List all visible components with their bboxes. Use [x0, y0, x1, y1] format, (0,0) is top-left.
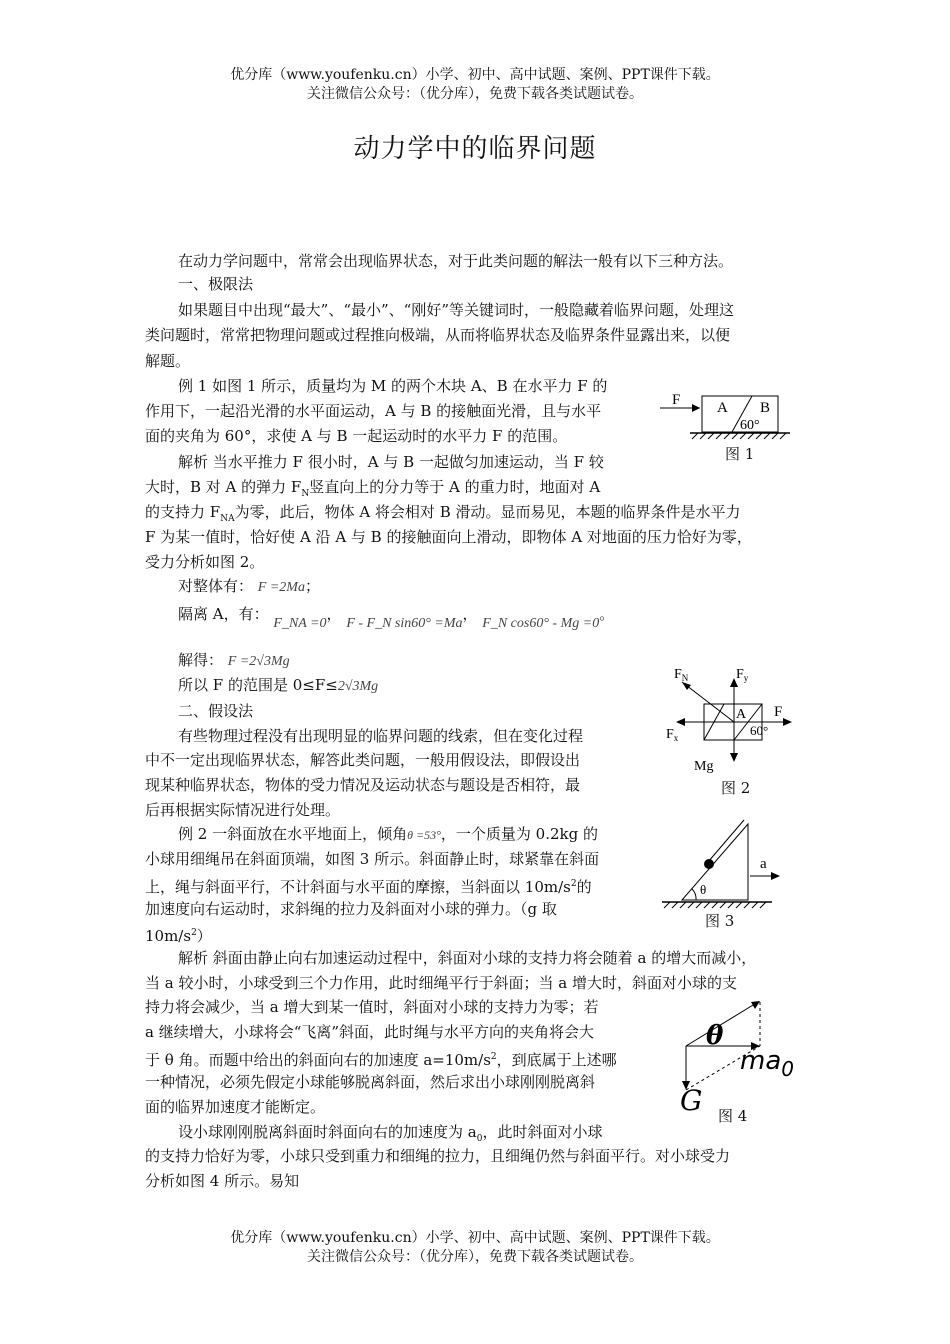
- s1-line-2: 类问题时，常常把物理问题或过程推向极端，从而将临界状态及临界条件显露出来，以便: [145, 326, 731, 344]
- set-line-2: 的支持力恰好为零，小球只受到重力和细绳的拉力，且细绳仍然与斜面平行。对小球受力: [145, 1147, 731, 1165]
- fig1-label-B: B: [760, 400, 771, 416]
- fig1-label-A: A: [717, 400, 728, 416]
- fig4-theta: θ: [706, 1021, 724, 1051]
- fig4-ma: $ma_0$: [740, 1046, 794, 1081]
- section-2-heading: 二、假设法: [178, 702, 254, 720]
- an1-line-2: 大时，B 对 A 的弹力 $F_N$竖直向上的分力等于 A 的重力时，地面对 A: [145, 478, 601, 499]
- fig3-theta: θ: [700, 882, 707, 897]
- fig2-label-Mg: Mg: [694, 759, 714, 774]
- ex2-line-5: $10m/s^2$）: [145, 927, 212, 945]
- set-line-3: 分析如图 4 所示。易知: [145, 1172, 300, 1190]
- s1-line-3: 解题。: [145, 352, 191, 370]
- ex2-line-2: 小球用细绳吊在斜面顶端，如图 3 所示。斜面静止时，球紧靠在斜面: [145, 850, 600, 868]
- an2-line-2: 当 a 较小时，小球受到三个力作用，此时细绳平行于斜面；当 a 增大时，斜面对小球的支: [145, 974, 737, 992]
- fig1-label-F: F: [672, 392, 681, 408]
- fig1-caption: 图 1: [725, 445, 755, 463]
- ex2-line-3: 上，绳与斜面平行，不计斜面与水平面的摩擦，当斜面以 $10m/s^2$的: [145, 878, 592, 896]
- s2-line-2: 中不一定出现临界状态，解答此类问题，一般用假设法，即假设出: [145, 751, 581, 769]
- header-line-2: 关注微信公众号：（优分库），免费下载各类试题试卷。: [307, 86, 643, 102]
- figure-2: [662, 664, 802, 774]
- an2-line-7: 面的临界加速度才能断定。: [145, 1098, 326, 1116]
- fig3-label-a: a: [760, 856, 767, 872]
- whole-equation: 对整体有： F =2Ma；: [178, 577, 320, 595]
- figure-4: [678, 992, 798, 1116]
- ex1-line-3: 面的夹角为 60°，求使 A 与 B 一起运动时的水平力 F 的范围。: [145, 427, 568, 445]
- an2-line-1: 解析 斜面由静止向右加速运动过程中，斜面对小球的支持力将会随着 a 的增大而减小，: [178, 949, 757, 967]
- section-1-heading: 一、极限法: [178, 275, 254, 293]
- fig2-caption: 图 2: [721, 779, 751, 797]
- ex2-line-1: 例 2 一斜面放在水平地面上，倾角θ =53°，一个质量为 0.2kg 的: [178, 825, 598, 843]
- fig2-label-Fx: $F_x$: [666, 727, 679, 743]
- range-result: 所以 F 的范围是 0≤F≤2√3Mg: [178, 676, 379, 694]
- s2-line-3: 现某种临界状态，物体的受力情况及运动状态与题设是否相符，最: [145, 776, 581, 794]
- an1-line-1: 解析 当水平推力 F 很小时，A 与 B 一起做匀加速运动，当 F 较: [178, 453, 604, 471]
- isolate-equations: 隔离 A，有： F_NA =0， F - F_N sin60° =Ma， F_N cos60° - Mg =0。: [178, 605, 615, 631]
- s2-line-4: 后再根据实际情况进行处理。: [145, 801, 341, 819]
- s1-line-1: 如果题目中出现“最大”、“最小”、“刚好”等关键词时，一般隐藏着临界问题，处理这: [178, 301, 735, 319]
- an1-line-4: F 为某一值时，恰好使 A 沿 A 与 B 的接触面向上滑动，即物体 A 对地面的压力恰好为零，: [145, 528, 752, 546]
- an2-line-6: 一种情况，必须先假定小球能够脱离斜面，然后求出小球刚刚脱离斜: [145, 1073, 596, 1091]
- ex1-line-2: 作用下，一起沿光滑的水平面运动，A 与 B 的接触面光滑，且与水平: [145, 402, 602, 420]
- fig2-label-F: F: [774, 704, 783, 720]
- header-line-1: 优分库（www.youfenku.cn）小学、初中、高中试题、案例、PPT课件下载。: [230, 67, 720, 83]
- fig4-caption: 图 4: [718, 1107, 748, 1125]
- fig2-angle: 60°: [750, 723, 769, 738]
- fig1-angle: 60°: [740, 418, 760, 433]
- fig4-G: G: [680, 1084, 703, 1116]
- fig3-caption: 图 3: [705, 912, 735, 930]
- ex1-line-1: 例 1 如图 1 所示，质量均为 M 的两个木块 A、B 在水平力 F 的: [178, 377, 608, 395]
- an2-line-4: a 继续增大，小球将会“飞离”斜面，此时绳与水平方向的夹角将会大: [145, 1023, 595, 1041]
- an2-line-3: 持力将会减少，当 a 增大到某一值时，斜面对小球的支持力为零；若: [145, 998, 599, 1016]
- fig2-label-FN: $F_N$: [674, 667, 689, 683]
- footer-line-2: 关注微信公众号：（优分库），免费下载各类试题试卷。: [307, 1249, 643, 1265]
- set-line-1: 设小球刚刚脱离斜面时斜面向右的加速度为 $a_0$，此时斜面对小球: [178, 1123, 603, 1144]
- fig2-label-A: A: [736, 707, 747, 722]
- an1-line-3: 的支持力 $F_{NA}$为零，此后，物体 A 将会相对 B 滑动。显而易见，本题的临界条件是水平力: [145, 503, 741, 524]
- solve-equation: 解得： F =2√3Mg: [178, 651, 290, 669]
- s2-line-1: 有些物理过程没有出现明显的临界问题的线索，但在变化过程: [178, 727, 584, 745]
- fig2-label-Fy: $F_y$: [736, 667, 749, 683]
- an2-line-5: 于 θ 角。而题中给出的斜面向右的加速度 $a=10m/s^2$，到底属于上述哪: [145, 1051, 617, 1069]
- intro-paragraph: 在动力学问题中，常常会出现临界状态，对于此类问题的解法一般有以下三种方法。: [178, 252, 734, 270]
- ex2-line-4: 加速度向右运动时，求斜绳的拉力及斜面对小球的弹力。（g 取: [145, 900, 557, 918]
- page-title: 动力学中的临界问题: [353, 134, 597, 164]
- an1-line-5: 受力分析如图 2。: [145, 553, 265, 571]
- footer-line-1: 优分库（www.youfenku.cn）小学、初中、高中试题、案例、PPT课件下载。: [230, 1230, 720, 1246]
- figure-3: [660, 816, 790, 912]
